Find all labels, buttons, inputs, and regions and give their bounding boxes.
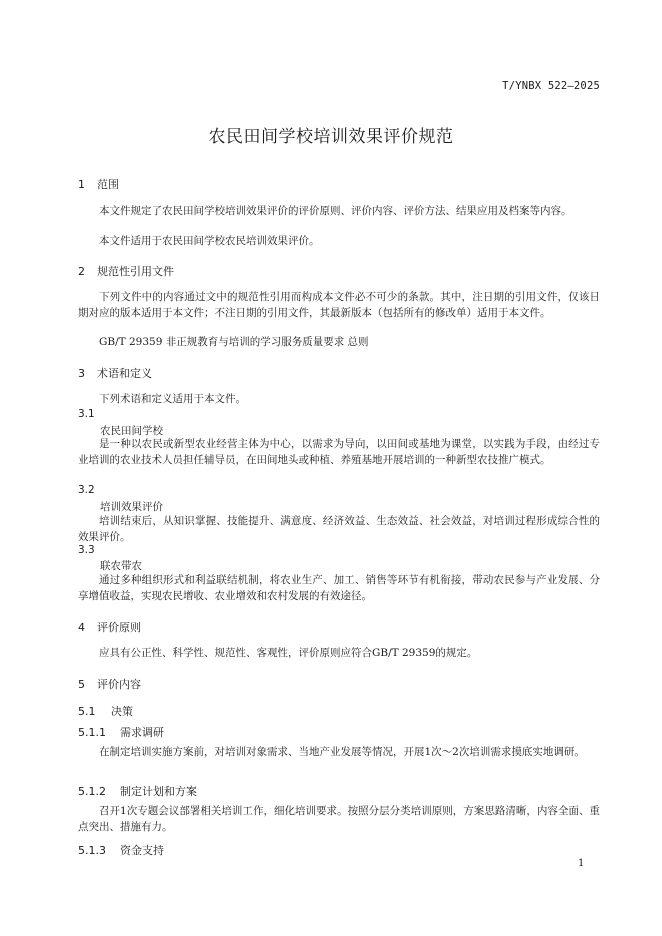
principles-paragraph: 应具有公正性、科学性、规范性、客观性，评价原则应符合GB/T 29359的规定。 xyxy=(99,647,478,659)
section-title: 评价内容 xyxy=(97,678,141,691)
standard-code: T/YNBX 522—2025 xyxy=(502,80,600,92)
subsection-number: 5.1 xyxy=(78,705,96,718)
term-definition: 通过多种组织形式和利益联结机制，将农业生产、加工、销售等环节有机衔接，带动农民参与产业发展、分享增值收益，实现农民增收、农业增效和农村发展的有效途径。 xyxy=(78,574,600,602)
subsection-title: 决策 xyxy=(111,705,133,718)
section-heading-scope xyxy=(78,176,119,192)
section-heading-content xyxy=(78,676,141,692)
section-heading-principles xyxy=(78,619,141,635)
term-definition: 培训结束后，从知识掌握、技能提升、满意度、经济效益、生态效益、社会效益，对培训过程形成综合性的效果评价。 xyxy=(78,515,600,543)
needs-survey-paragraph: 在制定培训实施方案前，对培训对象需求、当地产业发展等情况，开展1次～2次培训需求摸底实地调研。 xyxy=(99,746,585,758)
section-number: 5 xyxy=(78,678,85,691)
section-title: 规范性引用文件 xyxy=(97,265,174,278)
document-title: 农民田间学校培训效果评价规范 xyxy=(208,127,454,147)
section-number: 3 xyxy=(78,367,85,380)
term-name: 联农带农 xyxy=(100,560,142,572)
term-definition: 是一种以农民或新型农业经营主体为中心，以需求为导向，以田间或基地为课堂，以实践为手段，由经过专业培训的农业技术人员担任辅导员，在田间地头或种植、养殖基地开展培训的一种新型农技推广模式。 xyxy=(78,438,600,466)
term-name: 培训效果评价 xyxy=(100,501,163,513)
term-number: 3.3 xyxy=(78,544,95,556)
term-name: 农民田间学校 xyxy=(100,425,163,437)
plan-paragraph: 召开1次专题会议部署相关培训工作，细化培训要求。按照分层分类培训原则，方案思路清晰，内容全面、重点突出、措施有力。 xyxy=(78,805,600,833)
term-number: 3.2 xyxy=(78,484,95,496)
subsection-number: 5.1.1 xyxy=(78,726,106,739)
section-title: 评价原则 xyxy=(97,621,141,634)
subsection-title: 需求调研 xyxy=(120,726,164,739)
subsection-title: 资金支持 xyxy=(120,844,164,857)
scope-paragraph-2: 本文件适用于农民田间学校农民培训效果评价。 xyxy=(99,235,320,247)
section-title: 术语和定义 xyxy=(97,367,152,380)
section-number: 2 xyxy=(78,265,85,278)
section-heading-normative-references xyxy=(78,263,174,279)
reference-item-gbt29359: GB/T 29359 非正规教育与培训的学习服务质量要求 总则 xyxy=(99,336,369,348)
subsection-heading-needs-survey xyxy=(78,724,164,740)
references-paragraph: 下列文件中的内容通过文中的规范性引用而构成本文件必不可少的条款。其中，注日期的引用文件，仅该日期对应的版本适用于本文件；不注日期的引用文件，其最新版本（包括所有的修改单）适用于本文件。 xyxy=(78,291,600,319)
subsection-heading-funding xyxy=(78,842,164,858)
subsection-heading-plan xyxy=(78,783,197,799)
term-number: 3.1 xyxy=(78,408,95,420)
subsection-title: 制定计划和方案 xyxy=(120,785,197,798)
subsection-number: 5.1.3 xyxy=(78,844,106,857)
subsection-number: 5.1.2 xyxy=(78,785,106,798)
scope-paragraph-1: 本文件规定了农民田间学校培训效果评价的评价原则、评价内容、评价方法、结果应用及档案等内容。 xyxy=(99,205,572,217)
subsection-heading-decision xyxy=(78,703,133,719)
section-heading-terms xyxy=(78,365,152,381)
section-number: 1 xyxy=(78,178,85,191)
page-number: 1 xyxy=(578,858,585,869)
section-number: 4 xyxy=(78,621,85,634)
terms-intro-paragraph: 下列术语和定义适用于本文件。 xyxy=(99,393,246,405)
section-title: 范围 xyxy=(97,178,119,191)
